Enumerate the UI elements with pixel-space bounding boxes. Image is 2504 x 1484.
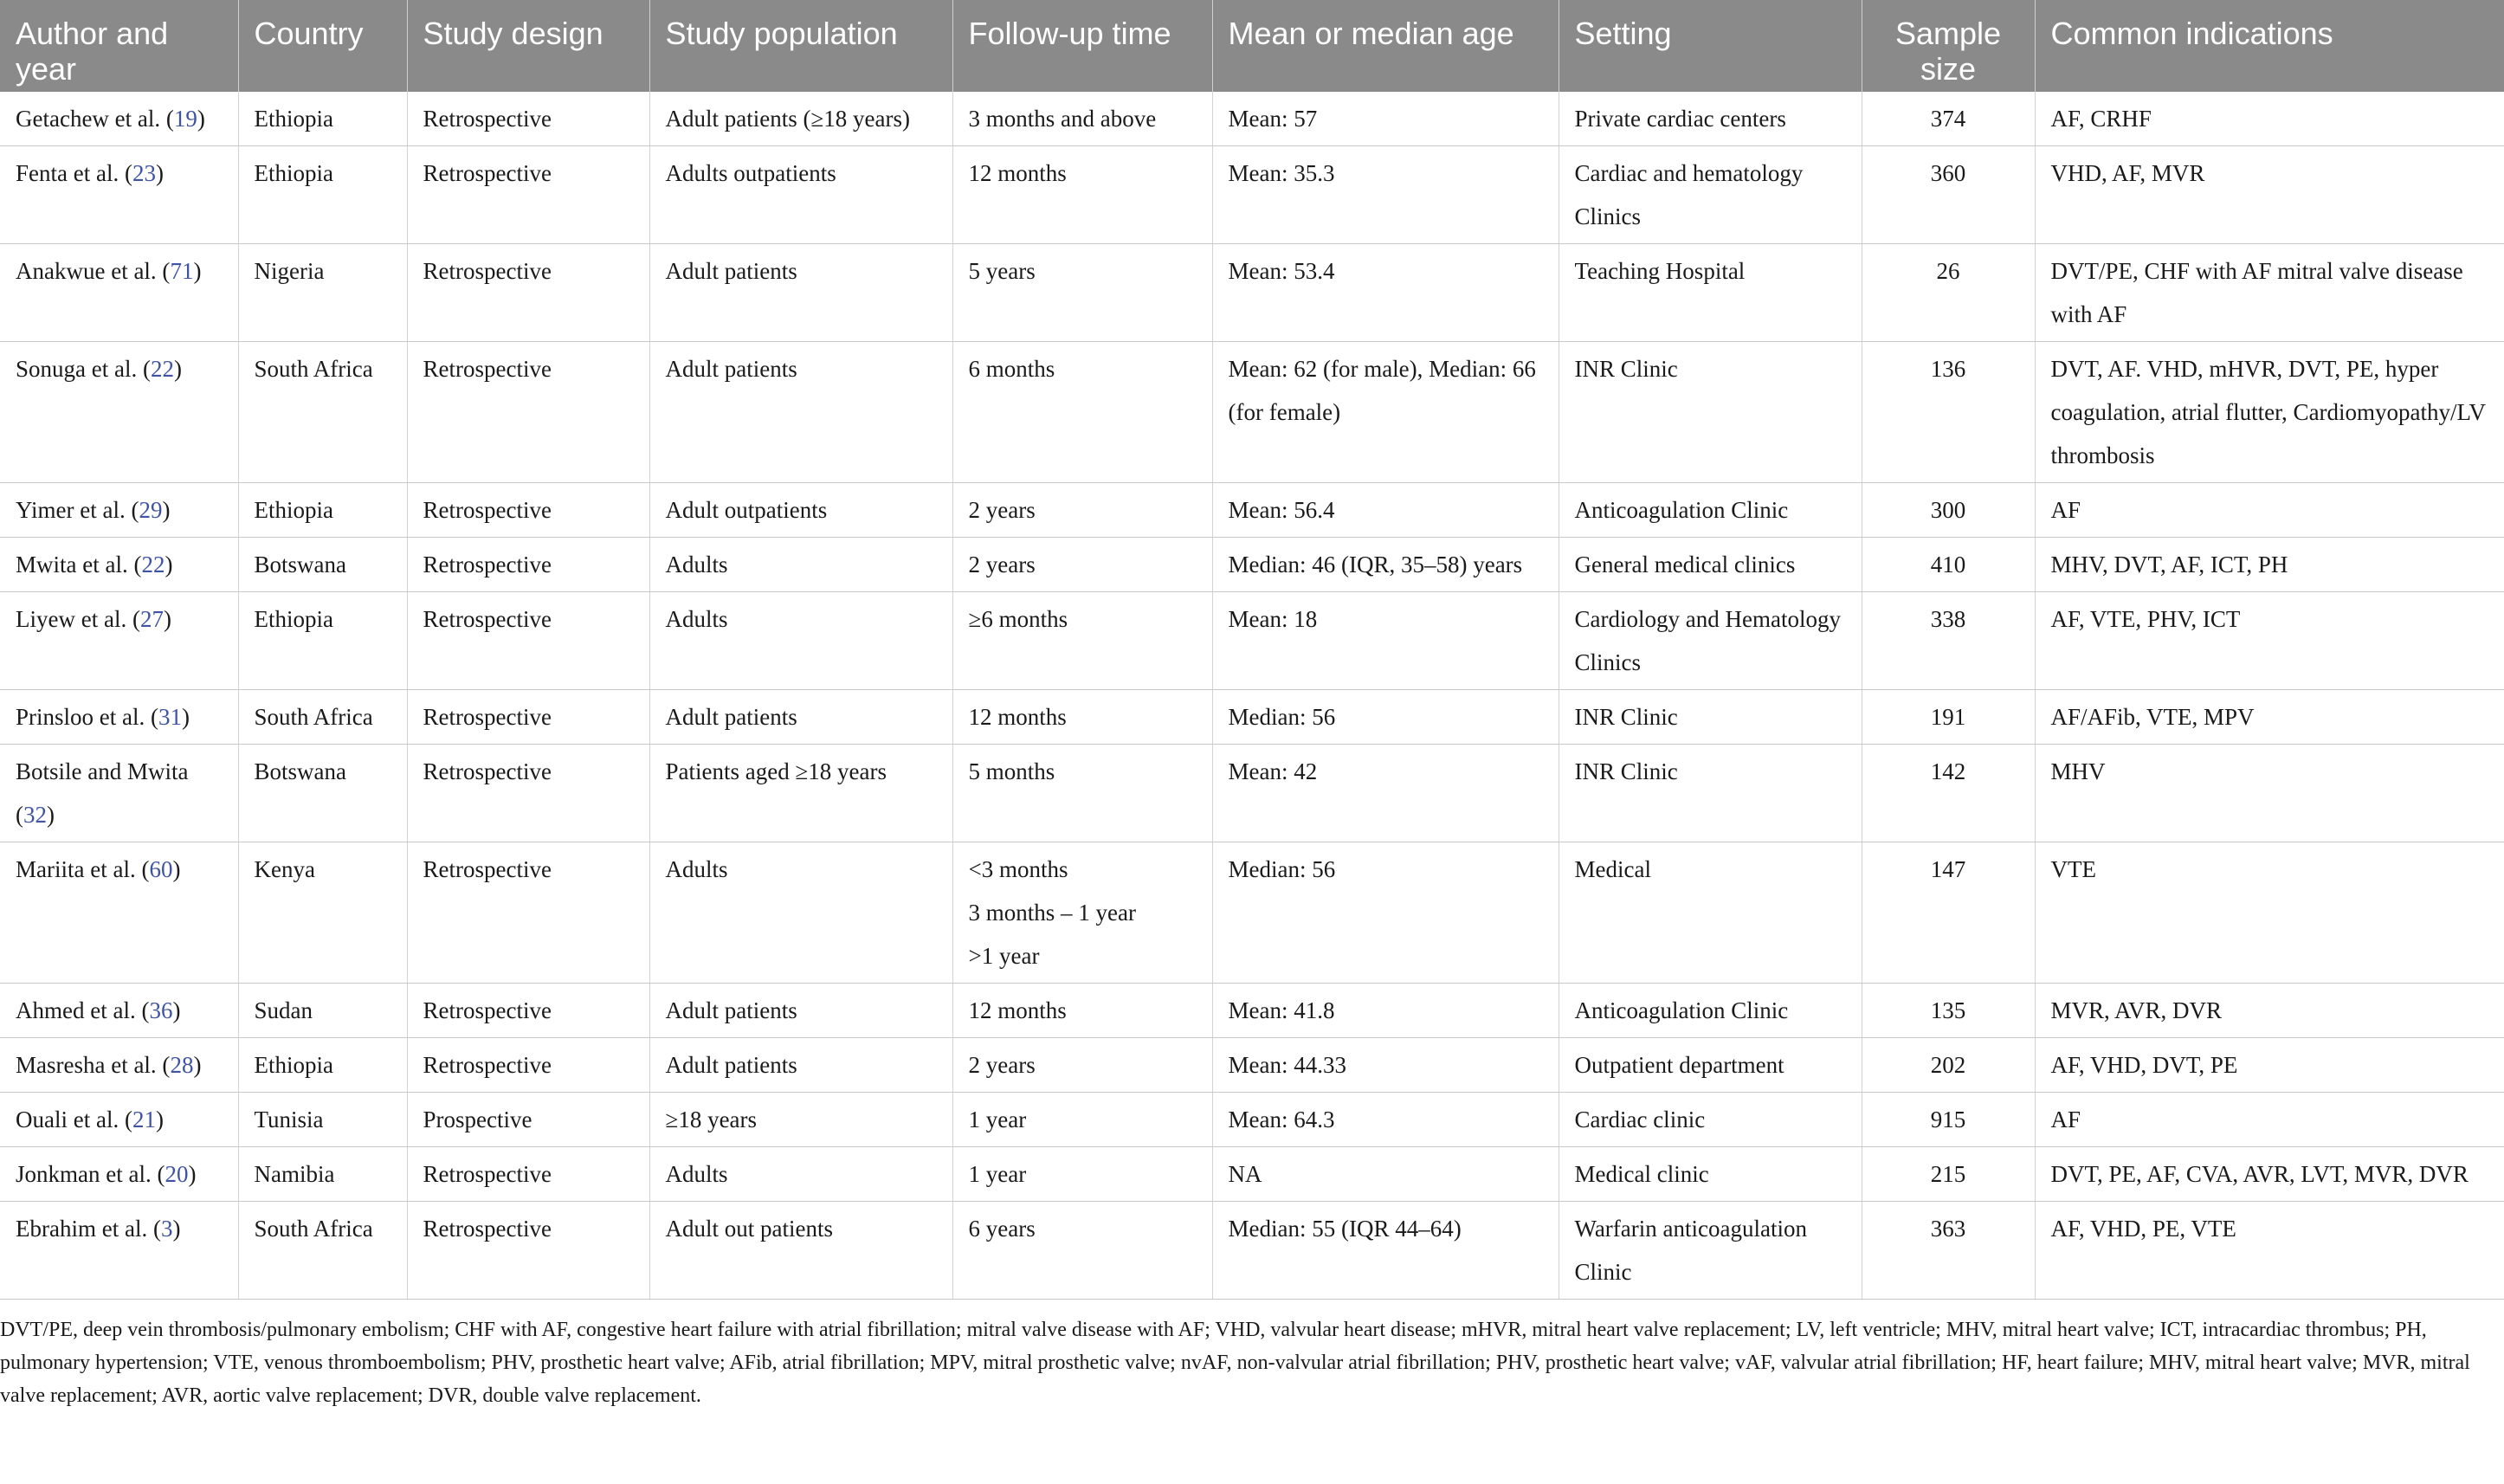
- table-row: [0, 1147, 2504, 1202]
- author-name: Botsile and Mwita (: [16, 758, 189, 828]
- cell-study-population: Adult patients: [649, 984, 952, 1038]
- cell-country: Botswana: [238, 745, 407, 842]
- cell-study-population: Adults: [649, 592, 952, 690]
- reference-link[interactable]: 20: [165, 1161, 189, 1187]
- author-paren-close: ): [172, 1216, 181, 1242]
- table-body: [0, 92, 2504, 1300]
- reference-link[interactable]: 22: [141, 552, 165, 577]
- author-paren-close: ): [155, 1107, 164, 1132]
- cell-setting: Cardiac clinic: [1559, 1093, 1862, 1147]
- cell-common-indications: AF/AFib, VTE, MPV: [2035, 690, 2504, 745]
- cell-common-indications: DVT, AF. VHD, mHVR, DVT, PE, hyper coagulation, atrial flutter, Cardiomyopathy/LV thrombosis: [2035, 342, 2504, 483]
- cell-country: Ethiopia: [238, 92, 407, 146]
- cell-author-year: [0, 690, 238, 745]
- author-paren-close: ): [193, 1052, 202, 1078]
- author-name: Fenta et al. (: [16, 160, 132, 186]
- reference-link[interactable]: 22: [150, 356, 174, 382]
- cell-mean-median-age: Median: 55 (IQR 44–64): [1212, 1202, 1559, 1300]
- cell-study-population: Patients aged ≥18 years: [649, 745, 952, 842]
- cell-study-population: ≥18 years: [649, 1093, 952, 1147]
- cell-country: South Africa: [238, 690, 407, 745]
- cell-study-population: Adult out patients: [649, 1202, 952, 1300]
- cell-study-design: Retrospective: [407, 538, 649, 592]
- cell-setting: Outpatient department: [1559, 1038, 1862, 1093]
- cell-author-year: [0, 244, 238, 342]
- table-row: [0, 745, 2504, 842]
- cell-setting: Cardiac and hematology Clinics: [1559, 146, 1862, 244]
- cell-study-design: Retrospective: [407, 1038, 649, 1093]
- cell-common-indications: AF, CRHF: [2035, 92, 2504, 146]
- cell-follow-up-time: 6 months: [952, 342, 1212, 483]
- cell-author-year: [0, 1147, 238, 1202]
- cell-follow-up-time: 1 year: [952, 1147, 1212, 1202]
- cell-common-indications: AF: [2035, 1093, 2504, 1147]
- author-paren-close: ): [47, 802, 55, 828]
- reference-link[interactable]: 21: [132, 1107, 156, 1132]
- author-paren-close: ): [172, 856, 181, 882]
- cell-setting: Anticoagulation Clinic: [1559, 483, 1862, 538]
- author-paren-close: ): [163, 606, 171, 632]
- cell-study-design: Retrospective: [407, 745, 649, 842]
- cell-study-population: Adults: [649, 842, 952, 984]
- cell-sample-size: 26: [1862, 244, 2035, 342]
- cell-study-population: Adult outpatients: [649, 483, 952, 538]
- author-name: Ouali et al. (: [16, 1107, 132, 1132]
- cell-author-year: [0, 146, 238, 244]
- cell-author-year: [0, 1038, 238, 1093]
- header-country: Country: [238, 0, 407, 92]
- header-sample-size: Sample size: [1862, 0, 2035, 92]
- table-row: [0, 538, 2504, 592]
- author-name: Masresha et al. (: [16, 1052, 171, 1078]
- author-name: Anakwue et al. (: [16, 258, 171, 284]
- author-name: Mariita et al. (: [16, 856, 150, 882]
- cell-mean-median-age: Mean: 62 (for male), Median: 66 (for female): [1212, 342, 1559, 483]
- reference-link[interactable]: 32: [23, 802, 47, 828]
- table-footnote: DVT/PE, deep vein thrombosis/pulmonary embolism; CHF with AF, congestive heart failure with atrial fibrillation; mitral valve disease with AF; VHD, valvular heart disease; mHVR, mitral heart valve replacement; LV, left ventricle; MHV, mitral heart valve; ICT, intracardiac thrombus; PH, pulmonary hypertension; VTE, venous thromboembolism; PHV, prosthetic heart valve; AFib, atrial fibrillation; MPV, mitral prosthetic valve; nvAF, non-valvular atrial fibrillation; PHV, prosthetic heart valve; vAF, valvular atrial fibrillation; HF, heart failure; MHV, mitral heart valve; MVR, mitral valve replacement; AVR, aortic valve replacement; DVR, double valve replacement.: [0, 1319, 2470, 1407]
- cell-author-year: [0, 92, 238, 146]
- cell-study-population: Adult patients: [649, 690, 952, 745]
- table-header: [0, 0, 2504, 92]
- author-paren-close: ): [188, 1161, 197, 1187]
- cell-mean-median-age: Mean: 56.4: [1212, 483, 1559, 538]
- table-row: [0, 984, 2504, 1038]
- cell-mean-median-age: NA: [1212, 1147, 1559, 1202]
- author-name: Getachew et al. (: [16, 106, 174, 132]
- cell-sample-size: 142: [1862, 745, 2035, 842]
- cell-country: Namibia: [238, 1147, 407, 1202]
- cell-country: Tunisia: [238, 1093, 407, 1147]
- cell-study-design: Retrospective: [407, 92, 649, 146]
- reference-link[interactable]: 3: [160, 1216, 173, 1242]
- table-row: [0, 483, 2504, 538]
- cell-setting: Anticoagulation Clinic: [1559, 984, 1862, 1038]
- cell-mean-median-age: Mean: 53.4: [1212, 244, 1559, 342]
- author-name: Liyew et al. (: [16, 606, 140, 632]
- cell-follow-up-time: 2 years: [952, 538, 1212, 592]
- cell-sample-size: 191: [1862, 690, 2035, 745]
- cell-common-indications: MHV, DVT, AF, ICT, PH: [2035, 538, 2504, 592]
- table-row: [0, 1202, 2504, 1300]
- cell-sample-size: 300: [1862, 483, 2035, 538]
- table-row: [0, 342, 2504, 483]
- cell-country: Botswana: [238, 538, 407, 592]
- cell-follow-up-time: 12 months: [952, 984, 1212, 1038]
- cell-study-design: Retrospective: [407, 146, 649, 244]
- cell-follow-up-time: 12 months: [952, 146, 1212, 244]
- author-paren-close: ): [165, 552, 173, 577]
- cell-author-year: [0, 1202, 238, 1300]
- author-name: Yimer et al. (: [16, 497, 139, 523]
- cell-study-design: Retrospective: [407, 342, 649, 483]
- cell-common-indications: AF, VTE, PHV, ICT: [2035, 592, 2504, 690]
- header-follow-up-time: Follow-up time: [952, 0, 1212, 92]
- author-name: Sonuga et al. (: [16, 356, 151, 382]
- header-mean-median-age: Mean or median age: [1212, 0, 1559, 92]
- cell-common-indications: MHV: [2035, 745, 2504, 842]
- header-study-design: Study design: [407, 0, 649, 92]
- header-study-population: Study population: [649, 0, 952, 92]
- reference-link[interactable]: 71: [170, 258, 194, 284]
- reference-link[interactable]: 29: [139, 497, 163, 523]
- author-paren-close: ): [193, 258, 202, 284]
- cell-author-year: [0, 842, 238, 984]
- cell-sample-size: 202: [1862, 1038, 2035, 1093]
- cell-follow-up-time: 12 months: [952, 690, 1212, 745]
- cell-author-year: [0, 538, 238, 592]
- cell-common-indications: AF, VHD, DVT, PE: [2035, 1038, 2504, 1093]
- cell-sample-size: 136: [1862, 342, 2035, 483]
- reference-link[interactable]: 27: [139, 606, 164, 632]
- cell-study-population: Adult patients: [649, 244, 952, 342]
- cell-setting: General medical clinics: [1559, 538, 1862, 592]
- cell-author-year: [0, 342, 238, 483]
- reference-link[interactable]: 60: [149, 856, 173, 882]
- cell-author-year: [0, 1093, 238, 1147]
- cell-setting: INR Clinic: [1559, 745, 1862, 842]
- reference-link[interactable]: 28: [170, 1052, 194, 1078]
- table-row: [0, 146, 2504, 244]
- cell-common-indications: VTE: [2035, 842, 2504, 984]
- cell-study-design: Prospective: [407, 1093, 649, 1147]
- cell-mean-median-age: Median: 46 (IQR, 35–58) years: [1212, 538, 1559, 592]
- table-row: [0, 690, 2504, 745]
- cell-study-design: Retrospective: [407, 842, 649, 984]
- cell-sample-size: 215: [1862, 1147, 2035, 1202]
- table-row: [0, 1093, 2504, 1147]
- cell-setting: Teaching Hospital: [1559, 244, 1862, 342]
- header-common-indications: Common indications: [2035, 0, 2504, 92]
- cell-follow-up-time: 2 years: [952, 1038, 1212, 1093]
- cell-mean-median-age: Mean: 42: [1212, 745, 1559, 842]
- cell-country: South Africa: [238, 342, 407, 483]
- reference-link[interactable]: 36: [149, 997, 173, 1023]
- cell-sample-size: 147: [1862, 842, 2035, 984]
- author-name: Jonkman et al. (: [16, 1161, 165, 1187]
- author-paren-close: ): [155, 160, 164, 186]
- cell-study-design: Retrospective: [407, 1202, 649, 1300]
- cell-setting: INR Clinic: [1559, 342, 1862, 483]
- cell-mean-median-age: Median: 56: [1212, 690, 1559, 745]
- cell-study-design: Retrospective: [407, 592, 649, 690]
- table-row: [0, 1038, 2504, 1093]
- cell-study-population: Adults: [649, 538, 952, 592]
- table-row: [0, 592, 2504, 690]
- cell-mean-median-age: Mean: 35.3: [1212, 146, 1559, 244]
- cell-sample-size: 410: [1862, 538, 2035, 592]
- cell-country: Sudan: [238, 984, 407, 1038]
- reference-link[interactable]: 31: [158, 704, 182, 730]
- table-row: [0, 842, 2504, 984]
- cell-sample-size: 135: [1862, 984, 2035, 1038]
- cell-author-year: [0, 984, 238, 1038]
- author-paren-close: ): [162, 497, 171, 523]
- author-name: Ebrahim et al. (: [16, 1216, 161, 1242]
- cell-follow-up-time: 1 year: [952, 1093, 1212, 1147]
- cell-study-population: Adults outpatients: [649, 146, 952, 244]
- cell-common-indications: MVR, AVR, DVR: [2035, 984, 2504, 1038]
- author-paren-close: ): [173, 356, 182, 382]
- cell-common-indications: VHD, AF, MVR: [2035, 146, 2504, 244]
- cell-common-indications: AF: [2035, 483, 2504, 538]
- author-name: Mwita et al. (: [16, 552, 142, 577]
- cell-follow-up-time: 5 months: [952, 745, 1212, 842]
- cell-setting: Warfarin anticoagulation Clinic: [1559, 1202, 1862, 1300]
- cell-author-year: [0, 592, 238, 690]
- cell-country: Ethiopia: [238, 1038, 407, 1093]
- author-paren-close: ): [197, 106, 205, 132]
- cell-follow-up-time: 6 years: [952, 1202, 1212, 1300]
- cell-study-population: Adults: [649, 1147, 952, 1202]
- cell-study-population: Adult patients: [649, 1038, 952, 1093]
- cell-study-design: Retrospective: [407, 690, 649, 745]
- cell-author-year: [0, 483, 238, 538]
- cell-study-design: Retrospective: [407, 244, 649, 342]
- cell-common-indications: AF, VHD, PE, VTE: [2035, 1202, 2504, 1300]
- author-paren-close: ): [172, 997, 181, 1023]
- cell-author-year: [0, 745, 238, 842]
- cell-setting: Medical clinic: [1559, 1147, 1862, 1202]
- cell-common-indications: DVT/PE, CHF with AF mitral valve disease with AF: [2035, 244, 2504, 342]
- cell-mean-median-age: Mean: 57: [1212, 92, 1559, 146]
- cell-mean-median-age: Mean: 64.3: [1212, 1093, 1559, 1147]
- cell-mean-median-age: Median: 56: [1212, 842, 1559, 984]
- cell-sample-size: 338: [1862, 592, 2035, 690]
- cell-country: Ethiopia: [238, 146, 407, 244]
- cell-follow-up-time: 3 months and above: [952, 92, 1212, 146]
- cell-common-indications: DVT, PE, AF, CVA, AVR, LVT, MVR, DVR: [2035, 1147, 2504, 1202]
- cell-sample-size: 360: [1862, 146, 2035, 244]
- cell-setting: INR Clinic: [1559, 690, 1862, 745]
- cell-follow-up-time: <3 months 3 months – 1 year >1 year: [952, 842, 1212, 984]
- cell-country: South Africa: [238, 1202, 407, 1300]
- cell-mean-median-age: Mean: 44.33: [1212, 1038, 1559, 1093]
- header-author-year: Author and year: [0, 0, 238, 92]
- header-row: [0, 0, 2504, 92]
- cell-study-design: Retrospective: [407, 984, 649, 1038]
- table-row: [0, 92, 2504, 146]
- cell-country: Ethiopia: [238, 483, 407, 538]
- cell-setting: Private cardiac centers: [1559, 92, 1862, 146]
- author-paren-close: ): [181, 704, 190, 730]
- cell-follow-up-time: 5 years: [952, 244, 1212, 342]
- header-setting: Setting: [1559, 0, 1862, 92]
- cell-study-design: Retrospective: [407, 1147, 649, 1202]
- cell-study-design: Retrospective: [407, 483, 649, 538]
- cell-mean-median-age: Mean: 18: [1212, 592, 1559, 690]
- cell-sample-size: 374: [1862, 92, 2035, 146]
- cell-setting: Cardiology and Hematology Clinics: [1559, 592, 1862, 690]
- cell-study-population: Adult patients (≥18 years): [649, 92, 952, 146]
- cell-sample-size: 915: [1862, 1093, 2035, 1147]
- author-name: Prinsloo et al. (: [16, 704, 158, 730]
- reference-link[interactable]: 19: [173, 106, 197, 132]
- cell-follow-up-time: ≥6 months: [952, 592, 1212, 690]
- cell-study-population: Adult patients: [649, 342, 952, 483]
- cell-follow-up-time: 2 years: [952, 483, 1212, 538]
- cell-country: Nigeria: [238, 244, 407, 342]
- table-row: [0, 244, 2504, 342]
- cell-mean-median-age: Mean: 41.8: [1212, 984, 1559, 1038]
- cell-sample-size: 363: [1862, 1202, 2035, 1300]
- cell-setting: Medical: [1559, 842, 1862, 984]
- author-name: Ahmed et al. (: [16, 997, 150, 1023]
- cell-country: Kenya: [238, 842, 407, 984]
- reference-link[interactable]: 23: [132, 160, 156, 186]
- cell-country: Ethiopia: [238, 592, 407, 690]
